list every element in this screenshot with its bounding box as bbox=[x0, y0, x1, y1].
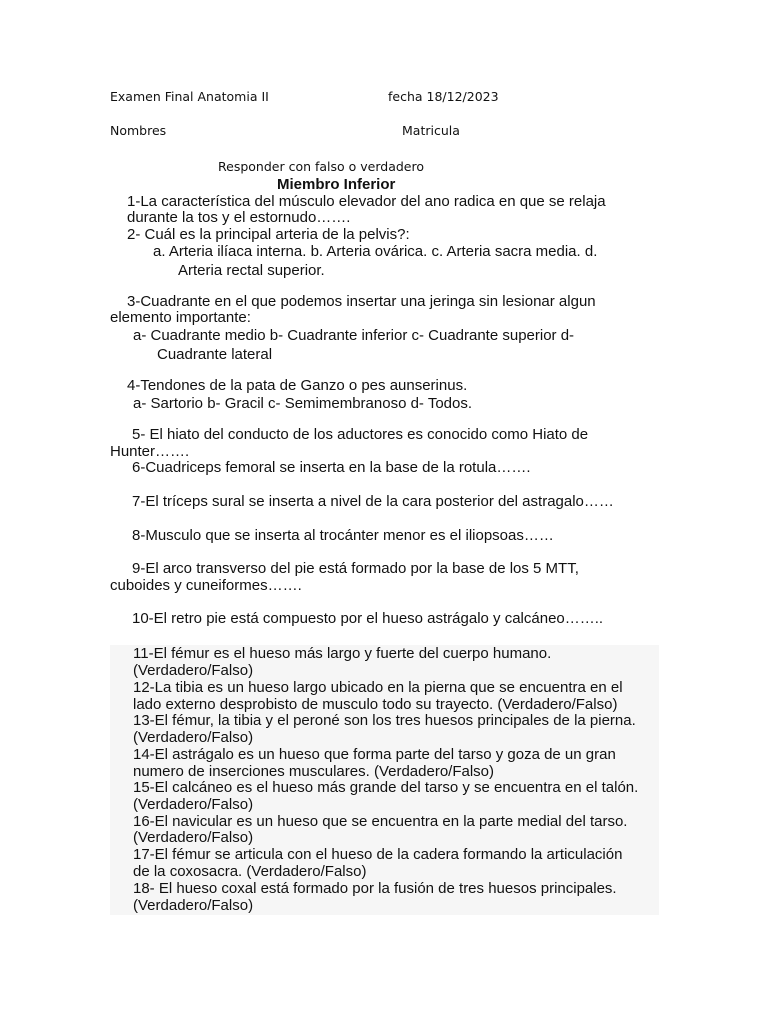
question-15-line-2: (Verdadero/Falso) bbox=[133, 796, 254, 813]
question-9-line-1: 9-El arco transverso del pie está formado por la base de los 5 MTT, bbox=[132, 560, 579, 577]
question-3-options-line-2: Cuadrante lateral bbox=[157, 346, 273, 363]
question-17-line-2: de la coxosacra. (Verdadero/Falso) bbox=[133, 863, 367, 880]
question-5-line-1: 5- El hiato del conducto de los aductores es conocido como Hiato de bbox=[132, 426, 589, 443]
question-4: 4-Tendones de la pata de Ganzo o pes aunserinus. bbox=[127, 377, 468, 394]
question-17-line-1: 17-El fémur se articula con el hueso de la cadera formando la articulación bbox=[133, 846, 623, 863]
names-label: Nombres bbox=[110, 123, 167, 138]
exam-title: Examen Final Anatomia II bbox=[110, 89, 269, 104]
instructions: Responder con falso o verdadero bbox=[218, 159, 425, 174]
question-15-line-1: 15-El calcáneo es el hueso más grande del tarso y se encuentra en el talón. bbox=[133, 779, 639, 796]
question-12-line-2: lado externo desprobisto de musculo todo su trayecto. (Verdadero/Falso) bbox=[133, 696, 618, 713]
question-11-line-2: (Verdadero/Falso) bbox=[133, 662, 254, 679]
question-12-line-1: 12-La tibia es un hueso largo ubicado en la pierna que se encuentra en el bbox=[133, 679, 623, 696]
question-2: 2- Cuál es la principal arteria de la pelvis?: bbox=[127, 226, 410, 243]
question-7: 7-El tríceps sural se inserta a nivel de la cara posterior del astragalo…… bbox=[132, 493, 614, 510]
question-9-line-2: cuboides y cuneiformes……. bbox=[110, 577, 302, 594]
question-3-options-line-1: a- Cuadrante medio b- Cuadrante inferior c- Cuadrante superior d- bbox=[133, 327, 575, 344]
exam-date: fecha 18/12/2023 bbox=[388, 89, 499, 104]
question-8: 8-Musculo que se inserta al trocánter menor es el iliopsoas…… bbox=[132, 527, 554, 544]
id-label: Matricula bbox=[402, 123, 460, 138]
question-3-line-2: elemento importante: bbox=[110, 309, 251, 326]
question-1-line-2: durante la tos y el estornudo……. bbox=[127, 209, 351, 226]
question-18-line-1: 18- El hueso coxal está formado por la fusión de tres huesos principales. bbox=[133, 880, 617, 897]
question-5-line-2: Hunter……. bbox=[110, 443, 190, 460]
question-14-line-2: numero de inserciones musculares. (Verdadero/Falso) bbox=[133, 763, 495, 780]
section-title: Miembro Inferior bbox=[277, 176, 396, 193]
question-16-line-1: 16-El navicular es un hueso que se encuentra en la parte medial del tarso. bbox=[133, 813, 628, 830]
question-14-line-1: 14-El astrágalo es un hueso que forma parte del tarso y goza de un gran bbox=[133, 746, 616, 763]
question-13-line-2: (Verdadero/Falso) bbox=[133, 729, 254, 746]
question-10: 10-El retro pie está compuesto por el hueso astrágalo y calcáneo…….. bbox=[132, 610, 604, 627]
question-6: 6-Cuadriceps femoral se inserta en la base de la rotula……. bbox=[132, 459, 531, 476]
question-16-line-2: (Verdadero/Falso) bbox=[133, 829, 254, 846]
question-3-line-1: 3-Cuadrante en el que podemos insertar una jeringa sin lesionar algun bbox=[127, 293, 596, 310]
question-11-line-1: 11-El fémur es el hueso más largo y fuerte del cuerpo humano. bbox=[133, 645, 552, 662]
question-2-options-line-1: a. Arteria ilíaca interna. b. Arteria ovárica. c. Arteria sacra media. d. bbox=[153, 243, 598, 260]
question-1-line-1: 1-La característica del músculo elevador del ano radica en que se relaja bbox=[127, 193, 606, 210]
question-13-line-1: 13-El fémur, la tibia y el peroné son los tres huesos principales de la pierna. bbox=[133, 712, 636, 729]
question-4-options: a- Sartorio b- Gracil c- Semimembranoso d- Todos. bbox=[133, 395, 473, 412]
question-18-line-2: (Verdadero/Falso) bbox=[133, 897, 254, 914]
question-2-options-line-2: Arteria rectal superior. bbox=[178, 262, 325, 279]
